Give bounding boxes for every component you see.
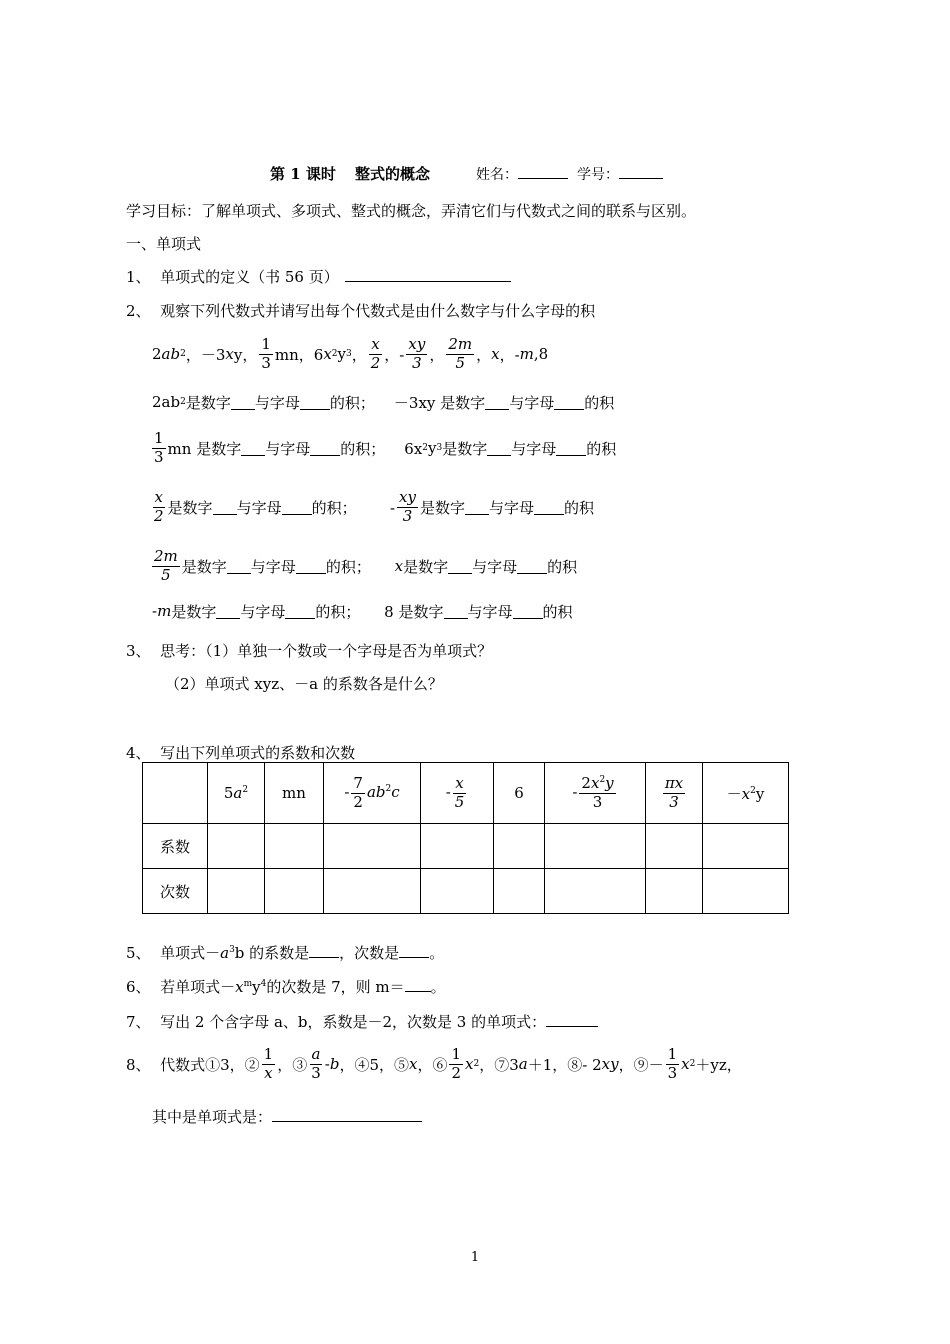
q2-expression-list: 2 ab 2 ，－3 x y， $\frac{1}{3}$ mn，6 x 2 y 3 ， $\frac{x}{2}$ ，- $\frac{xy}{3}$ ， $\frac{2m}{5}$ ， x ，- m ,8 [152,335,549,372]
blank[interactable] [444,603,468,619]
question-7 [126,1011,598,1032]
q2-fill-row-2: $\frac{1}{3}$ mn 是数字 与字母 的积； 6x 2 y 3 是数字 与字母 的积 [154,429,617,466]
header-cell: $\frac{\pi x}{3}$ [646,763,703,824]
blank[interactable] [448,558,472,574]
blank[interactable] [465,499,489,515]
header-cell: mn [265,763,324,824]
header-cell: $-x^2y$ [703,763,789,824]
table-row [143,869,789,914]
q1-text: 单项式的定义（书 56 页） [160,268,339,286]
blank[interactable] [285,603,315,619]
name-label: 姓名： [476,167,518,183]
blank[interactable] [513,603,543,619]
q7-blank[interactable] [546,1011,598,1027]
question-5: 5、 单项式$-a^3b$ 的系数是 ，次数是 。 [126,944,445,962]
id-label: 学号： [577,167,619,183]
table-cell[interactable] [494,869,545,914]
q8-answer [152,1106,422,1127]
q2-fill-row-3: $\frac{x}{2}$ 是数字 与字母 的积； - $\frac{xy}{3}$ 是数字 与字母 的积 [154,488,595,525]
question-1 [126,266,511,287]
name-field [476,163,568,184]
blank[interactable] [310,440,340,456]
table-cell[interactable] [703,824,789,869]
blank[interactable] [241,440,265,456]
table-cell[interactable] [646,869,703,914]
header-cell: $5a^2$ [208,763,265,824]
blank[interactable] [534,499,564,515]
q4-number: 4、 [126,744,151,762]
q8-lead: 代数式①3，② [160,1055,260,1074]
q6-text-c: 。 [430,978,446,996]
lesson-number: 第 1 课时 [270,165,336,183]
q5-blank-coef[interactable] [309,942,339,958]
q6-number: 6、 [126,978,151,996]
question-8: 8、 代数式①3，② $\frac{1}{x}$ ，③ $\frac{a}{3}$ - b ，④5，⑤ x ，⑥ $\frac{1}{2}$ x 2 ，⑦3 a ＋1，⑧- 2 xy ，⑨－ $\frac{1}{3}$ x 2 ＋yz， [126,1045,742,1082]
blank[interactable] [296,558,326,574]
table-cell[interactable] [265,869,324,914]
table-cell[interactable] [265,824,324,869]
section-heading: 一、单项式 [126,235,202,253]
q1-blank[interactable] [345,266,511,282]
learning-objective: 学习目标：了解单项式、多项式、整式的概念，弄清它们与代数式之间的联系与区别。 [126,202,697,220]
q3-sub: （2）单项式 xyz、－a 的系数各是什么？ [165,675,443,693]
header-cell: - $\frac{2x^2y}{3}$ [545,763,646,824]
question-3 [126,640,492,661]
question-6: 6、 若单项式$-x^my^4$的次数是 7，则 m＝ 。 [126,978,446,996]
blank[interactable] [213,499,237,515]
table-cell[interactable] [494,824,545,869]
blank[interactable] [282,499,312,515]
q5-blank-degree[interactable] [399,942,429,958]
q8-blank[interactable] [272,1106,422,1122]
q6-blank[interactable] [405,976,431,992]
q5-text-c: ，次数是 [339,944,400,962]
q1-number: 1、 [126,268,151,286]
coefficient-degree-table [142,762,789,914]
q3-text: 思考：（1）单独一个数或一个字母是否为单项式？ [160,642,493,660]
q6-text-a: 若单项式－ [160,978,236,996]
blank[interactable] [554,394,584,410]
q5-text-a: 单项式－ [160,944,221,962]
blank[interactable] [300,394,330,410]
blank[interactable] [487,440,511,456]
table-cell[interactable] [208,869,265,914]
row-label: 次数 [143,869,208,914]
table-cell[interactable] [703,869,789,914]
blank[interactable] [231,394,255,410]
q2-text: 观察下列代数式并请写出每个代数式是由什么数字与什么字母的积 [160,302,596,320]
table-cell[interactable] [324,869,421,914]
q5-text-b: b 的系数是 [234,944,310,962]
header-cell: - $\frac{7}{2}$ $ab^2c$ [324,763,421,824]
table-cell[interactable] [421,824,494,869]
table-cell[interactable] [646,824,703,869]
blank[interactable] [517,558,547,574]
table-row [143,824,789,869]
table-header-row [143,763,789,824]
table-cell[interactable] [324,824,421,869]
q7-text: 写出 2 个含字母 a、b，系数是－2，次数是 3 的单项式： [160,1013,547,1031]
table-cell[interactable] [545,869,646,914]
q2-fill-row-4: $\frac{2m}{5}$ 是数字 与字母 的积； x 是数字 与字母 的积 [154,547,578,584]
page-title: 整式的概念 [355,165,431,183]
q3-number: 3、 [126,642,151,660]
name-blank[interactable] [518,163,568,179]
q7-number: 7、 [126,1013,151,1031]
q2-number: 2、 [126,302,151,320]
q5-number: 5、 [126,944,151,962]
question-4 [126,742,355,763]
header-cell: 6 [494,763,545,824]
table-cell[interactable] [545,824,646,869]
blank[interactable] [485,394,509,410]
id-blank[interactable] [619,163,663,179]
header-cell: - $\frac{x}{5}$ [421,763,494,824]
blank[interactable] [216,603,240,619]
blank[interactable] [227,558,251,574]
q8-answer-label: 其中是单项式是： [152,1108,273,1126]
table-cell[interactable] [421,869,494,914]
question-2 [126,300,595,321]
q6-text-b: 的次数是 7，则 m＝ [266,978,405,996]
row-label: 系数 [143,824,208,869]
q5-text-d: 。 [429,944,445,962]
id-field [577,163,663,184]
q4-text: 写出下列单项式的系数和次数 [160,744,356,762]
q2-fill-row-1: 2ab 2 是数字 与字母 的积； －3xy 是数字 与字母 的积 [152,393,615,412]
page-number: 1 [470,1250,480,1265]
blank[interactable] [556,440,586,456]
table-corner [143,763,208,824]
table-cell[interactable] [208,824,265,869]
q8-number: 8、 [126,1055,151,1074]
q2-fill-row-5: - m 是数字 与字母 的积； 8 是数字 与字母 的积 [152,602,573,621]
